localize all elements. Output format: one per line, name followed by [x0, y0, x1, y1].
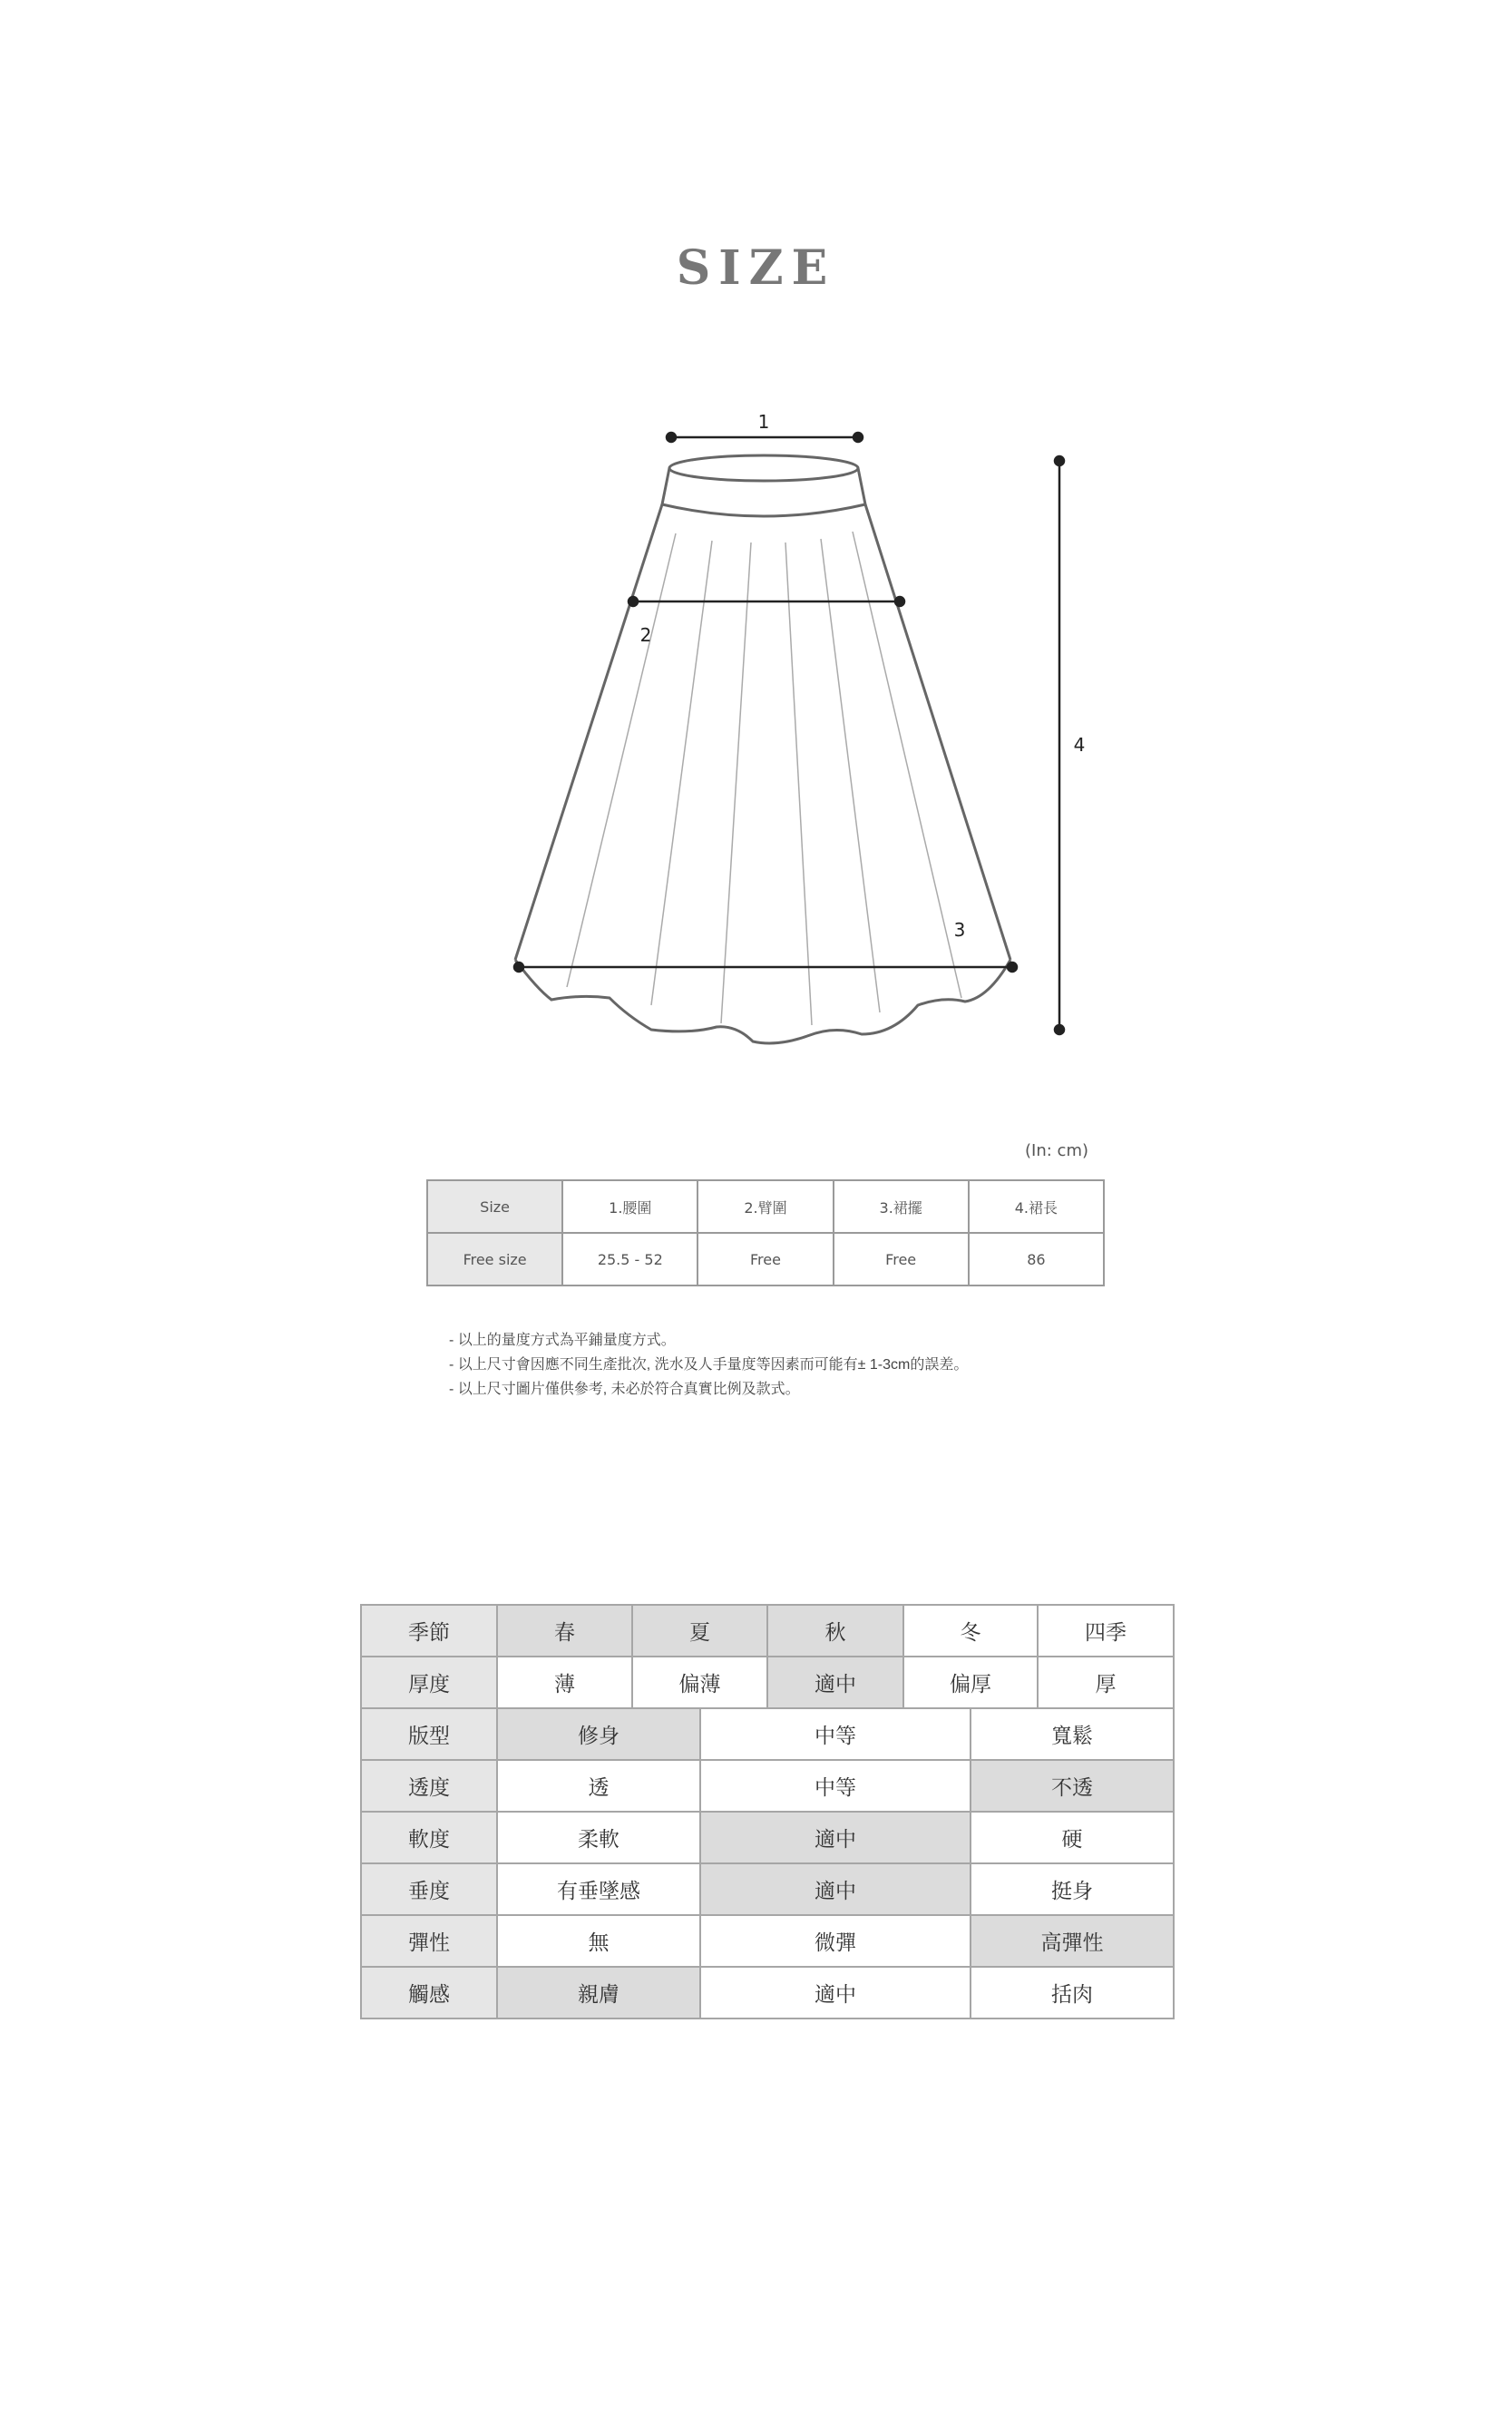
attr-label: 觸感 [361, 1967, 497, 2019]
attr-option: 適中 [700, 1967, 971, 2019]
size-cell: Free size [427, 1233, 562, 1285]
attr-label: 彈性 [361, 1915, 497, 1967]
size-table [426, 1179, 1105, 1286]
measure-label-4: 4 [1073, 734, 1086, 756]
skirt-diagram [0, 0, 1512, 1070]
skirt-right-side [865, 504, 1010, 960]
note-line: - 以上尺寸圖片僅供參考, 未必於符合真實比例及款式。 [449, 1382, 800, 1397]
attr-option: 無 [497, 1915, 700, 1967]
attr-row-season [361, 1605, 1174, 1657]
attr-label: 厚度 [361, 1657, 497, 1708]
waistband-top [669, 455, 858, 481]
attr-option: 偏厚 [903, 1657, 1038, 1708]
size-cell: 86 [969, 1233, 1104, 1285]
attr-row-transparency [361, 1760, 1174, 1812]
attr-option: 偏薄 [632, 1657, 767, 1708]
attr-label: 軟度 [361, 1812, 497, 1863]
attr-row-touch [361, 1967, 1174, 2019]
size-cell: 25.5 - 52 [562, 1233, 697, 1285]
skirt-left-side [515, 504, 662, 960]
note-line: - 以上尺寸會因應不同生產批次, 洗水及人手量度等因素而可能有± 1-3cm的誤差。 [449, 1357, 969, 1373]
attr-option: 透 [497, 1760, 700, 1812]
attr-option: 厚 [1038, 1657, 1174, 1708]
size-header-cell: 4.裙長 [969, 1180, 1104, 1233]
attr-option: 括肉 [971, 1967, 1174, 2019]
page-title: SIZE [676, 240, 836, 296]
attr-row-thickness [361, 1657, 1174, 1708]
measure-label-3: 3 [953, 919, 966, 941]
size-cell: Free [834, 1233, 969, 1285]
skirt-ruffle-hem [515, 960, 1010, 1043]
attr-label: 版型 [361, 1708, 497, 1760]
attr-option: 適中 [700, 1863, 971, 1915]
attr-option: 適中 [767, 1657, 903, 1708]
unit-note: (In: cm) [1025, 1141, 1088, 1160]
attr-option: 適中 [700, 1812, 971, 1863]
measure-label-2: 2 [639, 624, 652, 646]
attr-option: 柔軟 [497, 1812, 700, 1863]
attr-option: 冬 [903, 1605, 1038, 1657]
attr-option: 春 [497, 1605, 632, 1657]
note-line: - 以上的量度方式為平鋪量度方式。 [449, 1333, 676, 1348]
attr-label: 季節 [361, 1605, 497, 1657]
size-table-header-row [427, 1180, 1104, 1233]
size-header-cell: 3.裙擺 [834, 1180, 969, 1233]
attr-row-elasticity [361, 1915, 1174, 1967]
attr-option: 修身 [497, 1708, 700, 1760]
attr-option: 夏 [632, 1605, 767, 1657]
attr-row-drape [361, 1863, 1174, 1915]
attr-option: 高彈性 [971, 1915, 1174, 1967]
attr-label: 透度 [361, 1760, 497, 1812]
attr-row-fit [361, 1708, 1174, 1760]
attr-option: 有垂墜感 [497, 1863, 700, 1915]
measurement-notes [449, 1328, 968, 1402]
measure-label-1: 1 [757, 411, 770, 433]
attr-option: 四季 [1038, 1605, 1174, 1657]
size-header-cell: 1.腰圍 [562, 1180, 697, 1233]
fabric-attribute-table [360, 1604, 1175, 2019]
attr-option: 挺身 [971, 1863, 1174, 1915]
attr-row-softness [361, 1812, 1174, 1863]
attr-option: 不透 [971, 1760, 1174, 1812]
attr-option: 硬 [971, 1812, 1174, 1863]
attr-label: 垂度 [361, 1863, 497, 1915]
size-header-cell: 2.臂圍 [697, 1180, 833, 1233]
attr-option: 中等 [700, 1760, 971, 1812]
size-cell: Free [697, 1233, 833, 1285]
attr-option: 薄 [497, 1657, 632, 1708]
attr-option: 親膚 [497, 1967, 700, 2019]
attr-option: 微彈 [700, 1915, 971, 1967]
size-header-cell: Size [427, 1180, 562, 1233]
size-table-row [427, 1233, 1104, 1285]
attr-option: 秋 [767, 1605, 903, 1657]
attr-option: 寬鬆 [971, 1708, 1174, 1760]
attr-option: 中等 [700, 1708, 971, 1760]
